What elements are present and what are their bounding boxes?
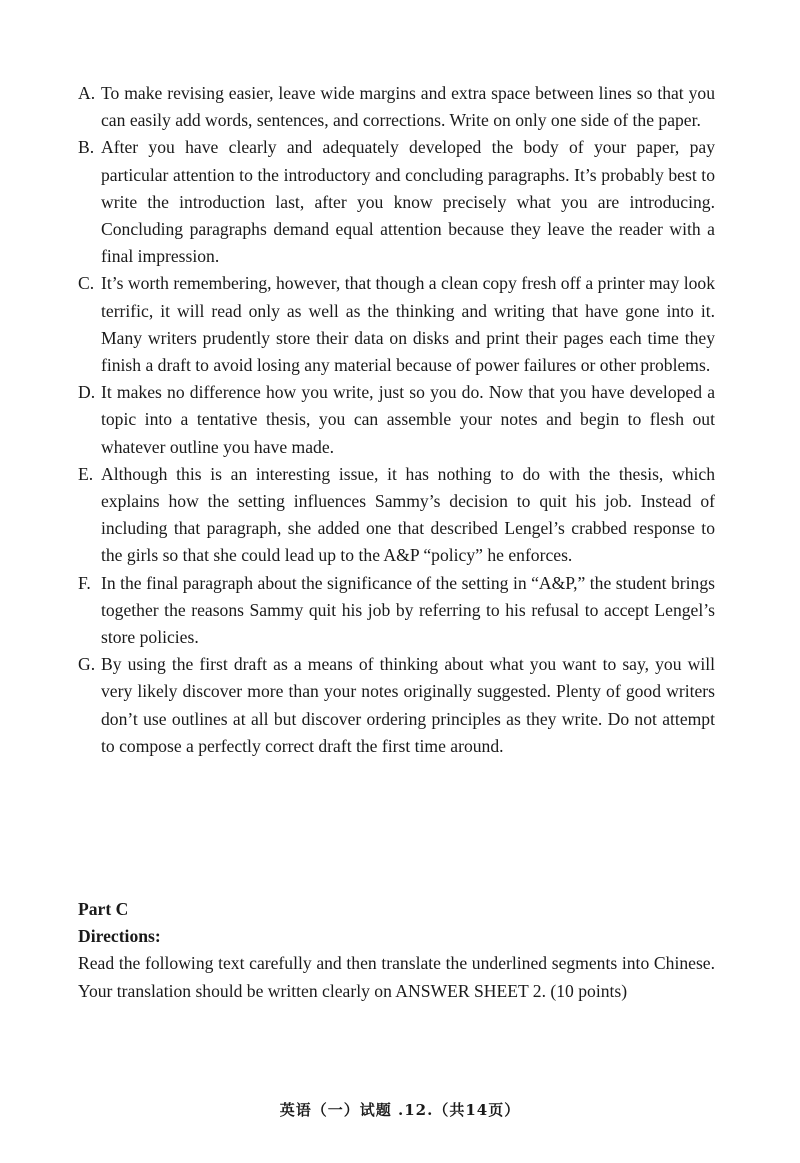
option-e	[78, 461, 715, 570]
option-d	[78, 379, 715, 461]
part-c-title: Part C	[78, 899, 129, 919]
option-list	[78, 80, 715, 760]
option-a	[78, 80, 715, 134]
option-g	[78, 651, 715, 760]
option-letter: D.	[78, 382, 96, 403]
option-letter: E.	[78, 463, 94, 484]
option-text: In the final paragraph about the significance of the setting in “A&P,” the student brings together the reasons Sammy quit his job by referring to his refusal to accept Lengel’s store policies.	[101, 572, 715, 648]
option-text: Although this is an interesting issue, it has nothing to do with the thesis, which explains how the setting influences Sammy’s decision to quit his job. Instead of including that paragraph, she added one that described Lengel’s crabbed response to the girls so that she could lead up to the A&P “policy” he enforces.	[101, 463, 715, 566]
directions-text: Read the following text carefully and then translate the underlined segments into Chinese. Your translation should be written clearly on ANSWER SHEET 2. (10 points)	[78, 953, 715, 1001]
option-text: It’s worth remembering, however, that though a clean copy fresh off a printer may look terrific, it will read only as well as the thinking and writing that have gone into it. Many writers prudently store their data on disks and print their pages each time they finish a draft to avoid losing any material because of power failures or other problems.	[101, 273, 715, 376]
option-text: To make revising easier, leave wide margins and extra space between lines so that you can easily add words, sentences, and corrections. Write on only one side of the paper.	[101, 83, 715, 131]
option-text: It makes no difference how you write, just so you do. Now that you have developed a topic into a tentative thesis, you can assemble your notes and begin to flesh out whatever outline you have made.	[101, 382, 715, 457]
option-letter: F.	[78, 572, 91, 593]
option-letter: G.	[78, 654, 96, 675]
option-letter: A.	[78, 83, 96, 103]
option-text: After you have clearly and adequately developed the body of your paper, pay particular attention to the introductory and concluding paragraphs. It’s probably best to write the introduction last, after you know precisely what you are introducing. Concluding paragraphs demand equal attention because they leave the reader with a final impression.	[101, 137, 715, 267]
page-footer: 英语（一）试题 .12.（共14页）	[279, 1101, 521, 1119]
option-f	[78, 570, 715, 652]
option-b	[78, 134, 715, 270]
option-c	[78, 270, 715, 379]
option-text: By using the first draft as a means of thinking about what you want to say, you will very likely discover more than your notes originally suggested. Plenty of good writers don’t use outlines at all but discover ordering principles as they write. Do not attempt to compose a perfectly correct draft the first time around.	[101, 654, 715, 756]
option-letter: C.	[78, 273, 95, 294]
option-letter: B.	[78, 137, 95, 158]
part-c-section	[78, 896, 715, 1005]
directions-label: Directions:	[78, 926, 161, 947]
